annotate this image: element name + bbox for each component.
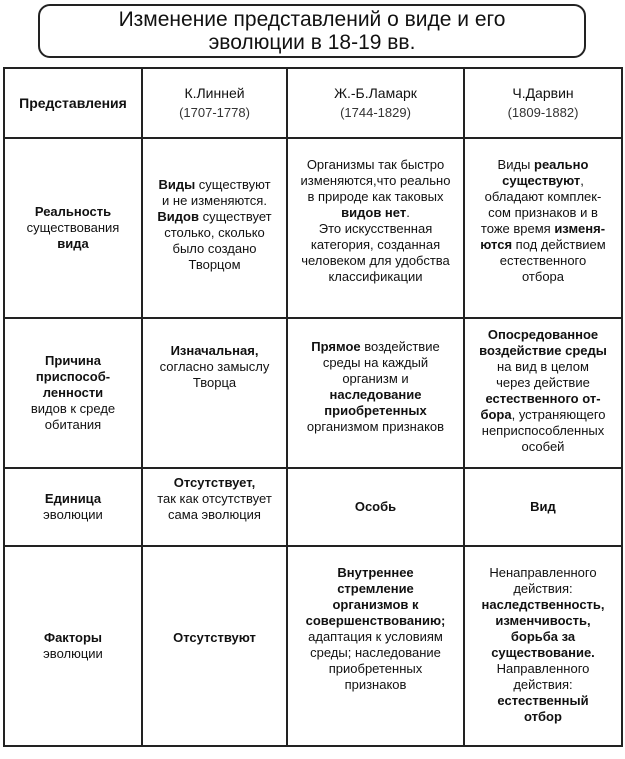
header-lamarck [287, 68, 464, 138]
darwin-years: (1809-1882) [507, 105, 579, 120]
label-reality: Реальность существования вида [4, 138, 142, 318]
header-linnaeus [142, 68, 287, 138]
label-unit: Единица эволюции [4, 468, 142, 546]
lamarck-name: Ж.-Б.Ламарк [334, 85, 417, 101]
row-unit [4, 468, 622, 546]
unit-darwin: Вид [464, 468, 622, 546]
row-cause [4, 318, 622, 468]
header-row [4, 68, 622, 138]
linnaeus-years: (1707-1778) [179, 105, 250, 120]
row-factors [4, 546, 622, 746]
lamarck-years: (1744-1829) [340, 105, 411, 120]
unit-linnaeus: Отсутствует, так как отсутствует сама эволюция [142, 468, 287, 546]
unit-lamarck: Особь [287, 468, 464, 546]
cause-lamarck: Прямое воздействие среды на каждый организм и наследование приобретенных организмом признаков [287, 318, 464, 468]
label-factors: Факторы эволюции [4, 546, 142, 746]
title-line-1: Изменение представлений о виде и его [118, 8, 506, 31]
factors-darwin: Ненаправленного действия: наследственность, изменчивость, борьба за существование. Направленного действия: естественный отбор [464, 546, 622, 746]
factors-lamarck: Внутреннее стремление организмов к совершенствованию; адаптация к условиям среды; наследование приобретенных признаков [287, 546, 464, 746]
factors-linnaeus: Отсутствуют [142, 546, 287, 746]
title-line-2: эволюции в 18-19 вв. [208, 31, 416, 54]
reality-darwin: Виды реально существуют, обладают комплек- сом признаков и в тоже время изменя- ются под действием естественного отбора [464, 138, 622, 318]
header-representations: Представления [4, 68, 142, 138]
comparison-table [3, 67, 623, 747]
row-reality [4, 138, 622, 318]
reality-linnaeus: Виды существуют и не изменяются. Видов существует столько, сколько было создано Творцом [142, 138, 287, 318]
reality-lamarck: Организмы так быстро изменяются,что реально в природе как таковых видов нет. Это искусственная категория, созданная человеком для удобства классификации [287, 138, 464, 318]
header-darwin [464, 68, 622, 138]
linnaeus-name: К.Линней [184, 85, 245, 101]
cause-darwin: Опосредованное воздействие среды на вид в целом через действие естественного от- бора, устраняющего неприспособленных особей [464, 318, 622, 468]
darwin-name: Ч.Дарвин [512, 85, 574, 101]
title-box [38, 4, 586, 58]
label-cause: Причина приспособ- ленности видов к среде обитания [4, 318, 142, 468]
cause-linnaeus: Изначальная, согласно замыслу Творца [142, 318, 287, 468]
